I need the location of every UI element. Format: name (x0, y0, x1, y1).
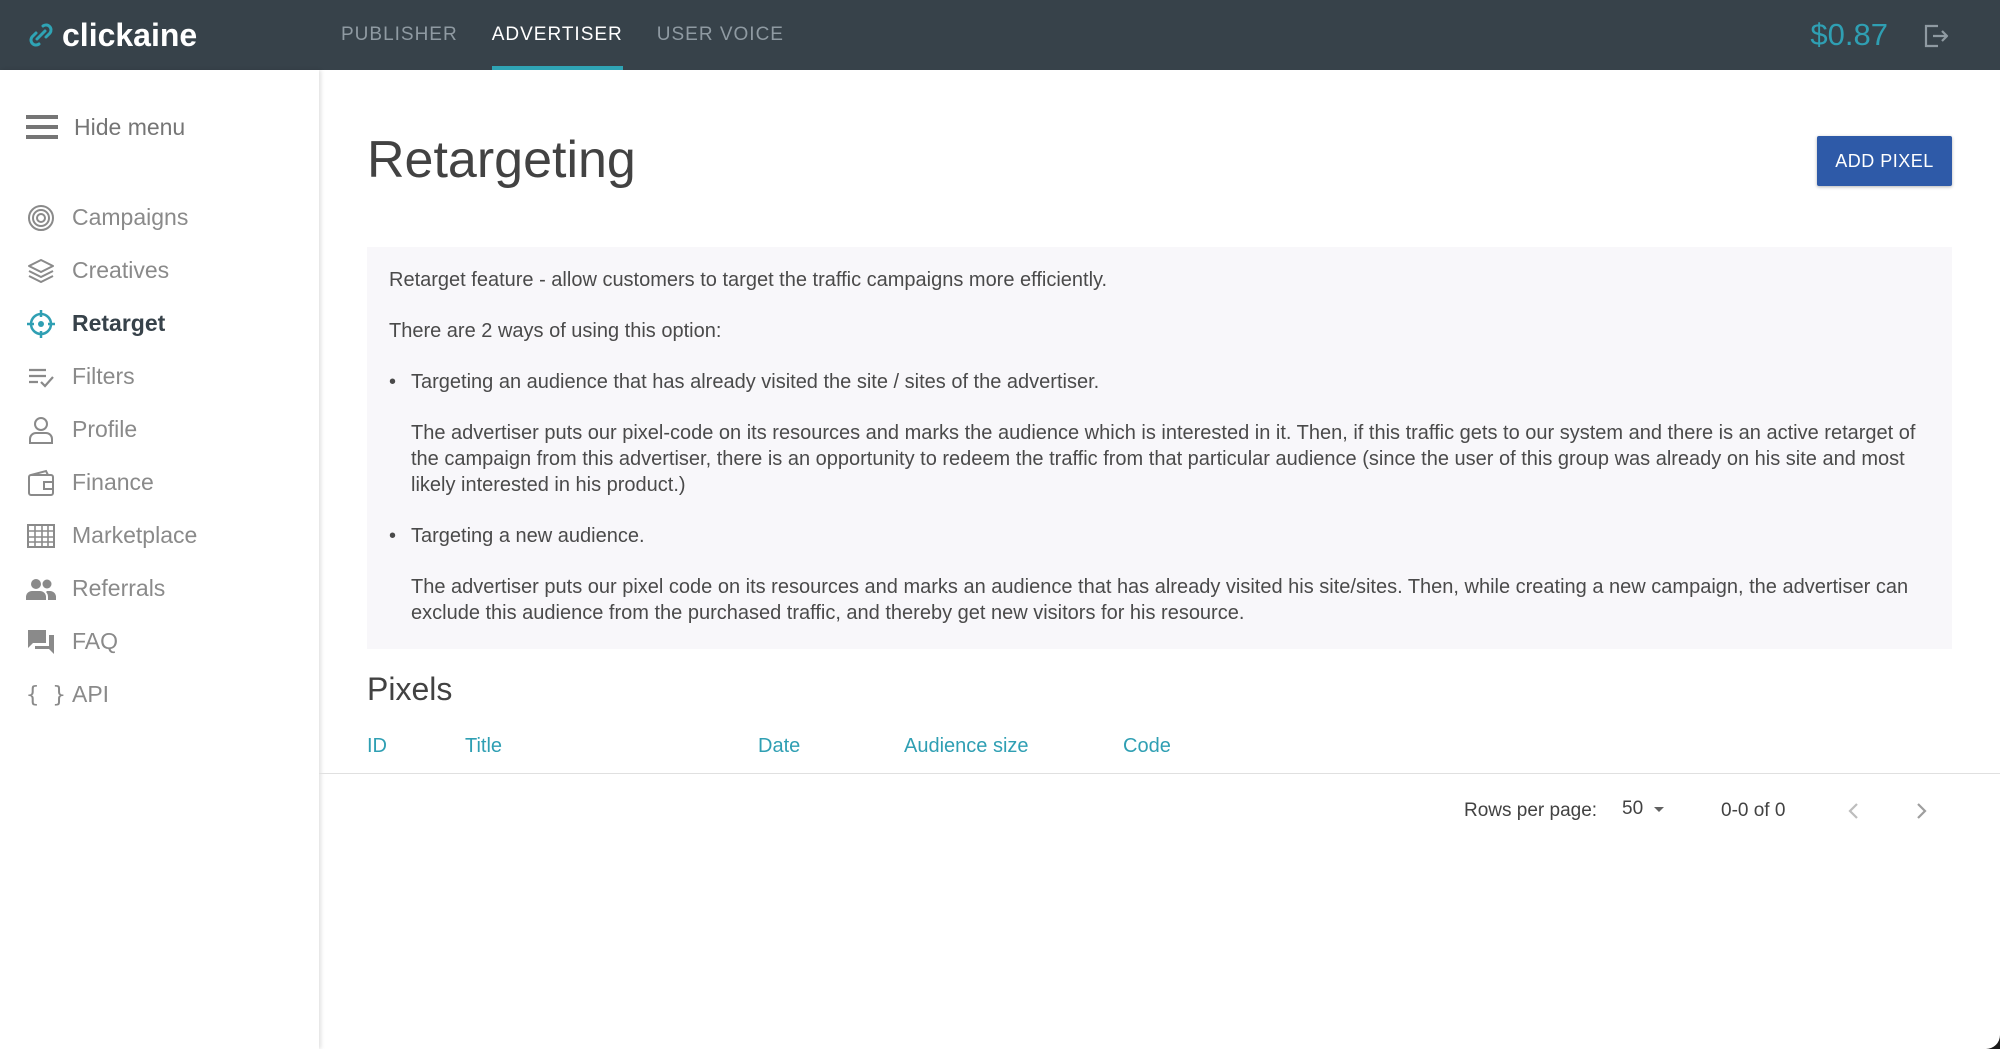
target-icon (26, 203, 56, 233)
bullet-2-text: Targeting a new audience. (411, 525, 645, 547)
sidebar-item-filters[interactable] (26, 350, 197, 403)
top-bar (0, 0, 2000, 70)
person-icon (26, 415, 56, 445)
column-header-id[interactable]: ID (367, 735, 387, 757)
bullet-1-text: Targeting an audience that has already visited the site / sites of the advertiser. (411, 371, 1100, 393)
column-header-audience-size[interactable]: Audience size (904, 735, 1029, 757)
next-page-icon[interactable] (1905, 795, 1937, 827)
pagination-range: 0-0 of 0 (1721, 800, 1786, 821)
retarget-info-box (367, 247, 1952, 649)
brand-logo[interactable] (26, 16, 197, 54)
svg-text:{ }: { } (26, 682, 66, 708)
filter-list-icon (26, 362, 56, 392)
info-intro: Retarget feature - allow customers to target the traffic campaigns more efficiently. (389, 269, 1108, 291)
sidebar-item-label: Profile (72, 416, 138, 442)
braces-icon (26, 680, 66, 710)
tab-user-voice[interactable]: USER VOICE (656, 24, 784, 45)
brand-name: clickaine (62, 16, 198, 53)
sidebar-item-marketplace[interactable] (26, 509, 197, 562)
sidebar-nav (26, 191, 197, 721)
sidebar (0, 70, 319, 1049)
logout-icon[interactable] (1922, 22, 1950, 50)
sidebar-item-label: Marketplace (72, 522, 198, 548)
hide-menu-label: Hide menu (74, 113, 186, 140)
dropdown-arrow-icon (1649, 799, 1669, 819)
sidebar-item-label: Filters (72, 363, 135, 389)
info-ways: There are 2 ways of using this option: (389, 320, 722, 342)
sidebar-item-label: FAQ (72, 628, 119, 654)
sidebar-item-api[interactable] (26, 668, 197, 721)
sidebar-item-label: Referrals (72, 575, 166, 601)
bullet-dot: • (389, 371, 397, 393)
main-content (319, 70, 2000, 1049)
wallet-icon (26, 468, 56, 498)
sidebar-item-creatives[interactable] (26, 244, 197, 297)
sidebar-item-label: API (72, 681, 110, 707)
account-balance[interactable]: $0.87 (1810, 17, 1888, 52)
page-title: Retargeting (367, 131, 636, 189)
rows-per-page-value: 50 (1622, 798, 1644, 819)
sidebar-item-profile[interactable] (26, 403, 197, 456)
sidebar-item-label: Campaigns (72, 204, 189, 230)
sidebar-item-referrals[interactable] (26, 562, 197, 615)
sidebar-item-label: Creatives (72, 257, 170, 283)
top-nav (341, 0, 818, 70)
info-bullet-2 (389, 523, 1930, 549)
hide-menu-button[interactable] (26, 112, 185, 142)
pixels-table-header (319, 731, 2000, 774)
sidebar-item-finance[interactable] (26, 456, 197, 509)
sidebar-item-label: Retarget (72, 310, 166, 336)
crosshair-icon (26, 309, 56, 339)
column-header-date[interactable]: Date (758, 735, 801, 757)
bullet-2-detail: The advertiser puts our pixel code on its resources and marks an audience that has already visited his site/sites. Then, while creating a new campaign, the advertiser can exclude this audience from the purchased traffic, and thereby get new visitors for his resource. (411, 576, 1909, 624)
chat-icon (26, 627, 56, 657)
sidebar-item-label: Finance (72, 469, 154, 495)
column-header-title[interactable]: Title (465, 735, 503, 757)
link-logo-icon (26, 20, 56, 50)
sidebar-item-retarget[interactable] (26, 297, 197, 350)
people-icon (26, 574, 56, 604)
sidebar-item-campaigns[interactable] (26, 191, 197, 244)
sidebar-item-faq[interactable] (26, 615, 197, 668)
info-bullet-1 (389, 369, 1930, 395)
rows-per-page-label: Rows per page: (1464, 800, 1598, 821)
tab-publisher[interactable]: PUBLISHER (341, 24, 458, 45)
add-pixel-button[interactable]: ADD PIXEL (1817, 136, 1952, 186)
layers-icon (26, 256, 56, 286)
pixels-section-title: Pixels (367, 671, 453, 707)
bullet-dot: • (389, 525, 397, 547)
grid-icon (26, 521, 56, 551)
previous-page-icon[interactable] (1838, 795, 1870, 827)
hamburger-icon (26, 112, 58, 142)
column-header-code[interactable]: Code (1123, 735, 1171, 757)
rows-per-page-select[interactable] (1622, 798, 1669, 820)
bullet-1-detail: The advertiser puts our pixel-code on its resources and marks the audience which is interested in it. Then, if this traffic gets to our system and there is an active retarget of the campaign from this advertiser, there is an opportunity to redeem the traffic from that particular audience (since the user of this group was already on his site and most likely interested in his product.) (411, 422, 1916, 496)
tab-advertiser[interactable]: ADVERTISER (492, 0, 623, 70)
